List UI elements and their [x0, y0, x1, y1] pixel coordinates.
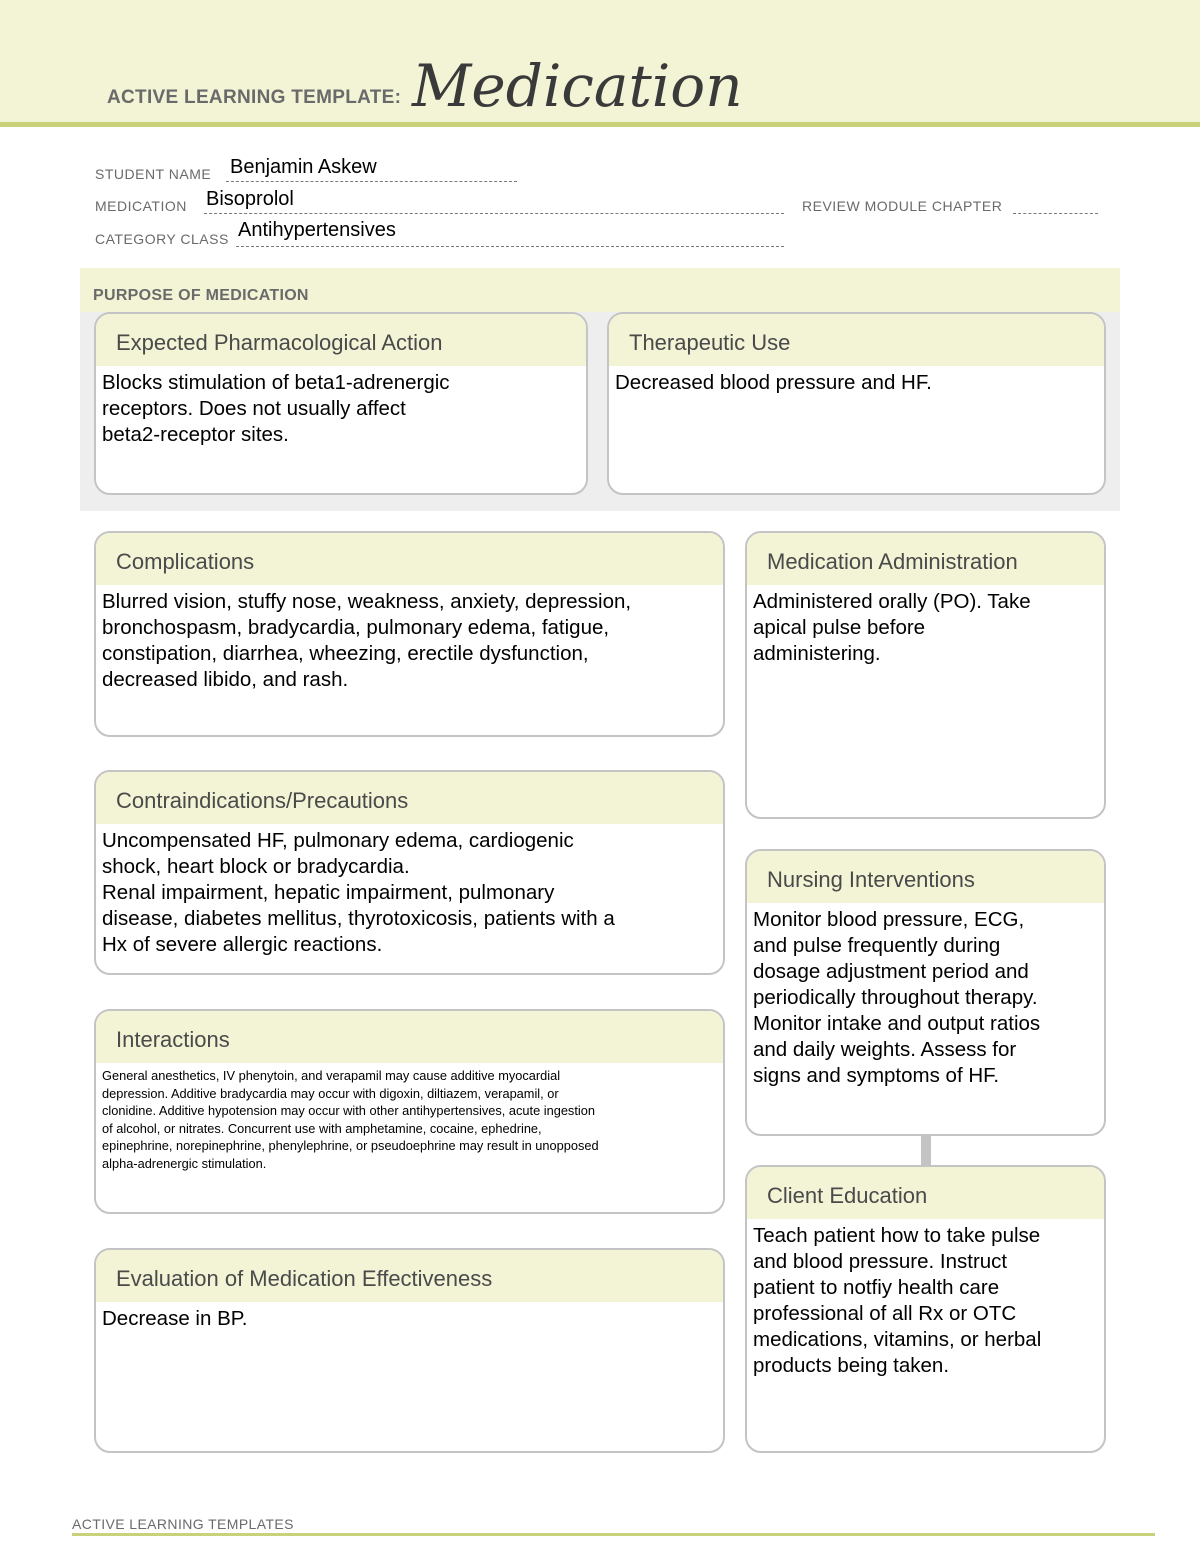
- text-line: Decreased blood pressure and HF.: [615, 371, 932, 394]
- student-name-line: [226, 181, 517, 182]
- text-line: Blocks stimulation of beta1-adrenergic: [102, 371, 450, 394]
- footer-divider: [72, 1533, 1155, 1536]
- text-line: and daily weights. Assess for: [753, 1038, 1017, 1061]
- contraindications-text: [96, 824, 723, 958]
- complications-text: [96, 585, 723, 693]
- text-line: periodically throughout therapy.: [753, 986, 1038, 1009]
- text-line: administering.: [753, 642, 881, 665]
- text-line: clonidine. Additive hypotension may occur with other antihypertensives, acute ingestion: [102, 1103, 595, 1118]
- category-class-field[interactable]: Antihypertensives: [238, 219, 396, 241]
- box-header: [96, 1011, 723, 1063]
- text-line: epinephrine, norepinephrine, phenylephrine, or pseudoephrine may result in unopposed: [102, 1138, 599, 1153]
- contraindications-title: Contraindications/Precautions: [116, 788, 409, 813]
- administration-text: [747, 585, 1104, 667]
- box-header: [747, 533, 1104, 585]
- text-line: Teach patient how to take pulse: [753, 1224, 1041, 1247]
- text-line: products being taken.: [753, 1354, 950, 1377]
- text-line: alpha-adrenergic stimulation.: [102, 1155, 267, 1171]
- text-line: beta2-receptor sites.: [102, 423, 289, 446]
- student-name-label: STUDENT NAME: [95, 166, 212, 182]
- complications-title: Complications: [116, 549, 255, 574]
- category-class-label: CATEGORY CLASS: [95, 231, 229, 247]
- text-line: apical pulse before: [753, 616, 926, 639]
- text-line: and pulse frequently during: [753, 934, 1001, 957]
- text-line: disease, diabetes mellitus, thyrotoxicosis, patients with a: [102, 907, 615, 930]
- text-line: Renal impairment, hepatic impairment, pulmonary: [102, 881, 555, 904]
- client-education-text: [747, 1219, 1104, 1379]
- review-module-label: REVIEW MODULE CHAPTER: [802, 198, 1003, 214]
- box-header: [96, 314, 586, 366]
- interactions-title: Interactions: [116, 1027, 230, 1052]
- expected-action-text: [96, 366, 586, 448]
- text-line: Uncompensated HF, pulmonary edema, cardiogenic: [102, 829, 574, 852]
- box-header: [96, 772, 723, 824]
- text-line: depression. Additive bradycardia may occur with digoxin, diltiazem, verapamil, or: [102, 1085, 559, 1101]
- expected-action-title: Expected Pharmacological Action: [116, 330, 443, 355]
- client-education-box: [745, 1165, 1106, 1453]
- text-line: receptors. Does not usually affect: [102, 397, 406, 420]
- text-line: Monitor intake and output ratios: [753, 1012, 1041, 1035]
- nursing-interventions-text: [747, 903, 1104, 1089]
- therapeutic-use-title: Therapeutic Use: [629, 330, 791, 355]
- administration-box: [745, 531, 1106, 819]
- text-line: Blurred vision, stuffy nose, weakness, anxiety, depression,: [102, 590, 632, 613]
- box-header: [747, 851, 1104, 903]
- client-education-title: Client Education: [767, 1183, 928, 1208]
- box-header: [96, 1250, 723, 1302]
- expected-action-box: [94, 312, 588, 495]
- interactions-text: [96, 1063, 723, 1172]
- page-title: Medication: [412, 52, 743, 120]
- box-header: [609, 314, 1104, 366]
- student-name-field[interactable]: Benjamin Askew: [230, 156, 377, 178]
- interactions-box: [94, 1009, 725, 1214]
- text-line: bronchospasm, bradycardia, pulmonary edema, fatigue,: [102, 616, 610, 639]
- contraindications-box: [94, 770, 725, 975]
- footer-label: ACTIVE LEARNING TEMPLATES: [72, 1516, 294, 1532]
- complications-box: [94, 531, 725, 737]
- purpose-section-title: PURPOSE OF MEDICATION: [93, 287, 309, 304]
- therapeutic-use-box: [607, 312, 1106, 495]
- header-divider: [0, 122, 1200, 127]
- template-label: ACTIVE LEARNING TEMPLATE:: [107, 87, 402, 108]
- text-line: dosage adjustment period and: [753, 960, 1029, 983]
- nursing-interventions-box: [745, 849, 1106, 1136]
- box-connector: [921, 1134, 931, 1166]
- medication-field[interactable]: Bisoprolol: [206, 188, 294, 210]
- evaluation-title: Evaluation of Medication Effectiveness: [116, 1266, 493, 1291]
- medication-label: MEDICATION: [95, 198, 187, 214]
- review-module-field[interactable]: [1013, 213, 1098, 214]
- text-line: Administered orally (PO). Take: [753, 590, 1031, 613]
- text-line: General anesthetics, IV phenytoin, and verapamil may cause additive myocardial: [102, 1068, 561, 1083]
- text-line: and blood pressure. Instruct: [753, 1250, 1008, 1273]
- evaluation-box: [94, 1248, 725, 1453]
- text-line: shock, heart block or bradycardia.: [102, 855, 410, 878]
- text-line: medications, vitamins, or herbal: [753, 1328, 1042, 1351]
- box-header: [747, 1167, 1104, 1219]
- text-line: signs and symptoms of HF.: [753, 1064, 1000, 1087]
- medication-line: [204, 213, 784, 214]
- text-line: professional of all Rx or OTC: [753, 1302, 1017, 1325]
- text-line: Hx of severe allergic reactions.: [102, 933, 383, 956]
- therapeutic-use-text: [609, 366, 1104, 396]
- nursing-interventions-title: Nursing Interventions: [767, 867, 975, 892]
- text-line: patient to notfiy health care: [753, 1276, 1000, 1299]
- text-line: Monitor blood pressure, ECG,: [753, 908, 1025, 931]
- text-line: decreased libido, and rash.: [102, 668, 349, 691]
- text-line: constipation, diarrhea, wheezing, erectile dysfunction,: [102, 642, 589, 665]
- text-line: of alcohol, or nitrates. Concurrent use with amphetamine, cocaine, ephedrine,: [102, 1120, 542, 1136]
- administration-title: Medication Administration: [767, 549, 1018, 574]
- box-header: [96, 533, 723, 585]
- text-line: Decrease in BP.: [102, 1307, 248, 1330]
- evaluation-text: [96, 1302, 723, 1332]
- category-class-line: [236, 246, 784, 247]
